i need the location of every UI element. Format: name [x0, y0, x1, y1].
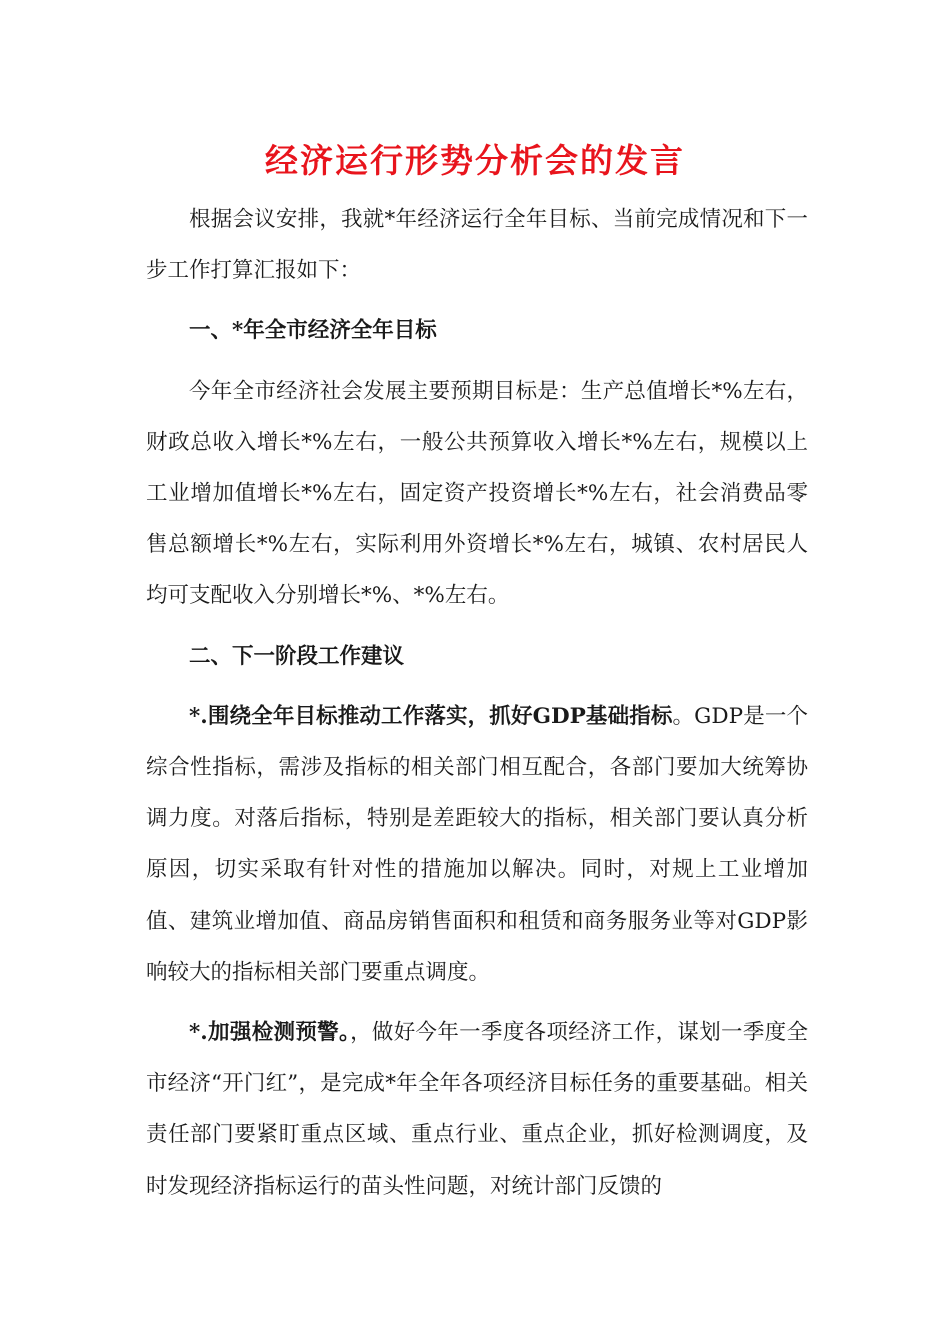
document-body: [146, 194, 808, 1221]
item-1-lead: *.围绕全年目标推动工作落实，抓好GDP基础指标: [189, 703, 673, 729]
item-2-lead: *.加强检测预警。: [189, 1020, 351, 1046]
item-1-text: 。GDP是一个综合性指标，需涉及指标的相关部门相互配合，各部门要加大统筹协调力度。对落后指标，特别是差距较大的指标，相关部门要认真分析原因，切实采取有针对性的措施加以解决。同时，对规上工业增加值、建筑业增加值、商品房销售面积和租赁和商务服务业等对GDP影响较大的指标相关部门要重点调度。: [146, 703, 808, 985]
section-2-heading: 二、下一阶段工作建议: [189, 643, 405, 669]
document-title: 经济运行形势分析会的发言: [265, 141, 685, 180]
section-2-item-2-paragraph: [146, 1007, 808, 1212]
section-1-heading: 一、*年全市经济全年目标: [189, 318, 437, 344]
section-2-item-1-paragraph: [146, 691, 808, 998]
intro-paragraph: 根据会议安排，我就*年经济运行全年目标、当前完成情况和下一步工作打算汇报如下：: [146, 207, 808, 284]
item-2-text: ，做好今年一季度各项经济工作，谋划一季度全市经济“开门红”，是完成*年全年各项经济目标任务的重要基础。相关责任部门要紧盯重点区域、重点行业、重点企业，抓好检测调度，及时发现经济指标运行的苗头性问题，对统计部门反馈的: [146, 1020, 808, 1199]
section-1-paragraph: 今年全市经济社会发展主要预期目标是：生产总值增长*%左右，财政总收入增长*%左右，一般公共预算收入增长*%左右，规模以上工业增加值增长*%左右，固定资产投资增长*%左右，社会消费品零售总额增长*%左右，实际利用外资增长*%左右，城镇、农村居民人均可支配收入分别增长*%、*%左右。: [146, 378, 808, 609]
